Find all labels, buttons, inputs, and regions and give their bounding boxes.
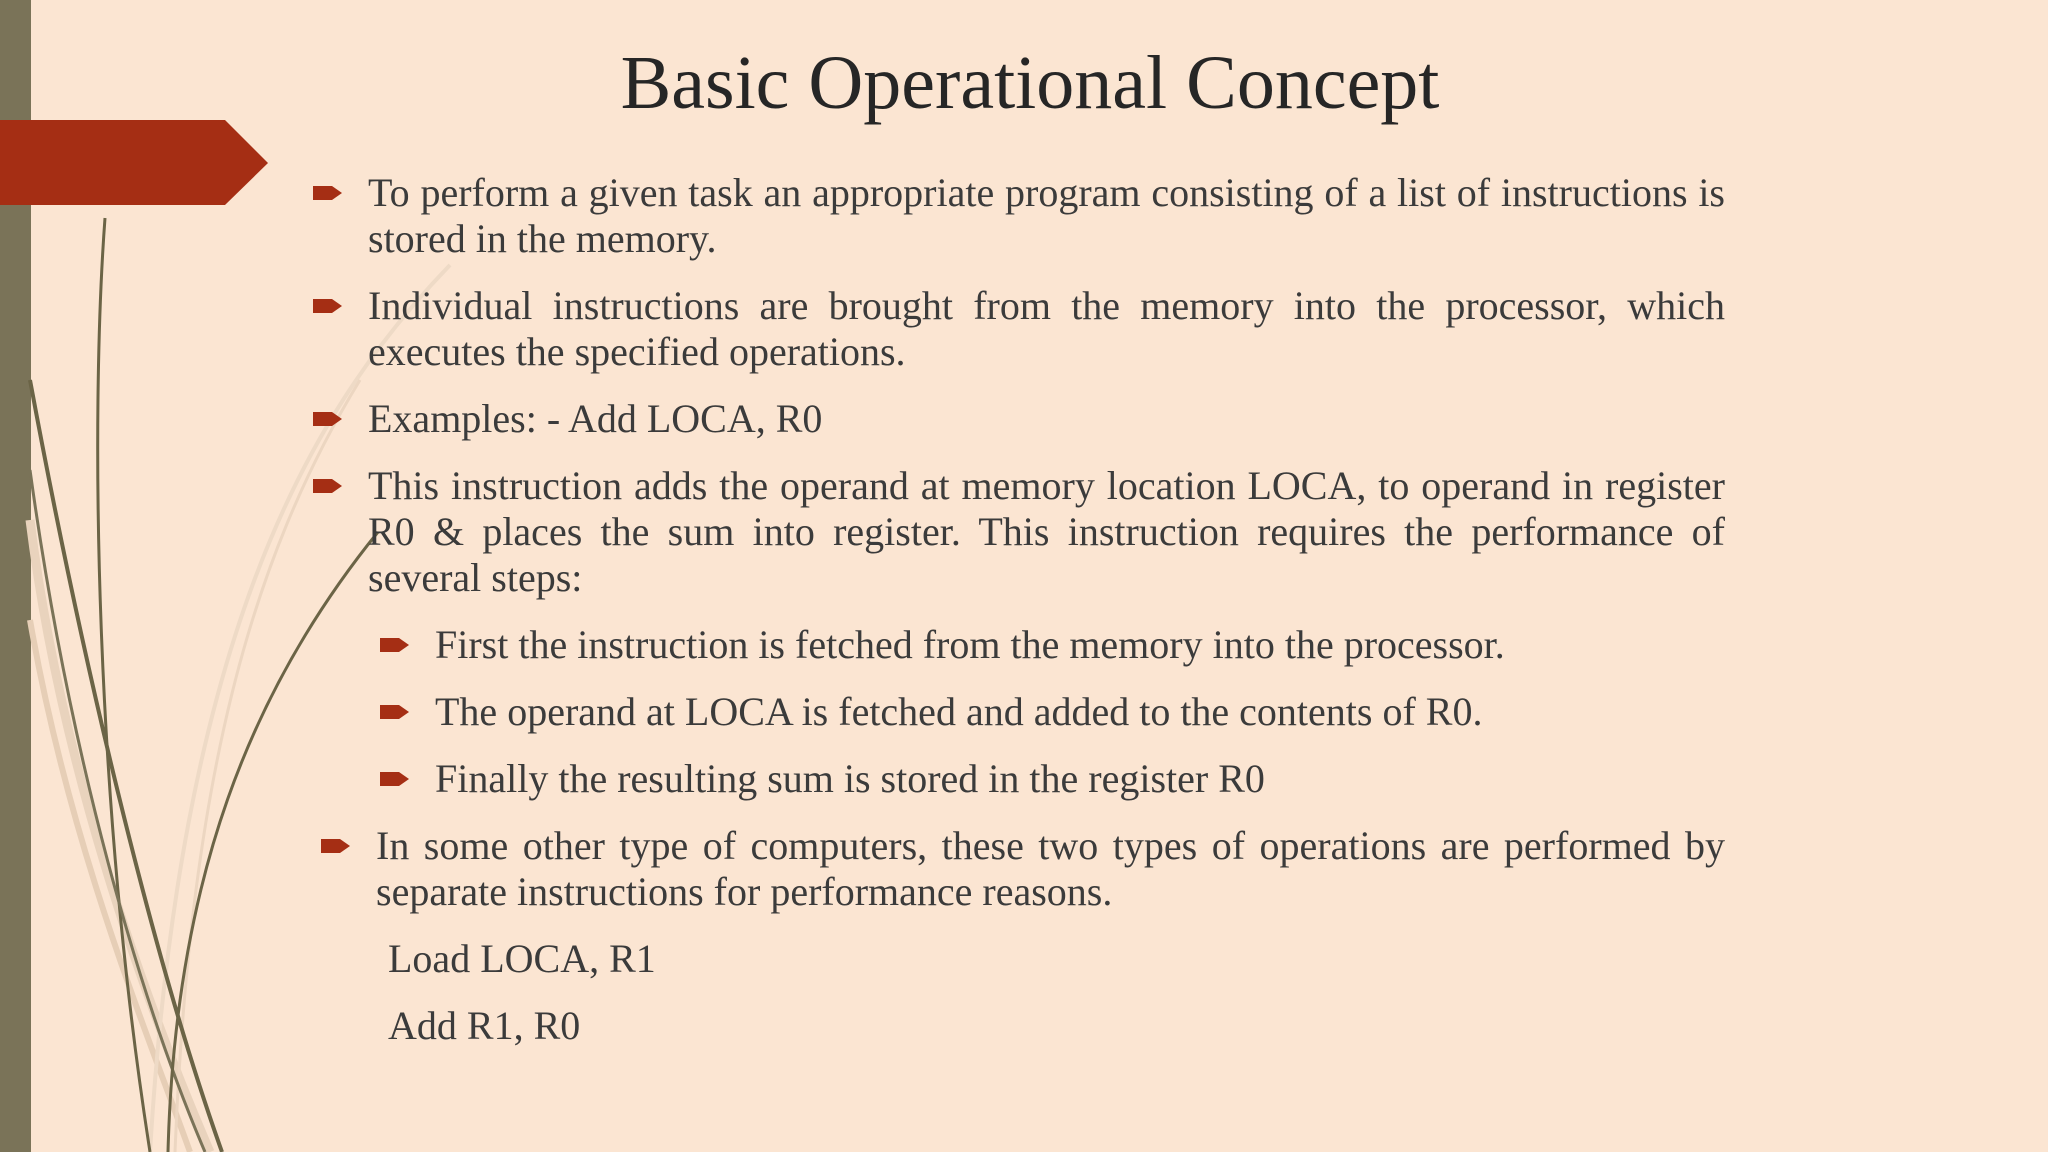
slide-title: Basic Operational Concept: [620, 41, 1440, 125]
arrow-right-icon: [380, 770, 410, 788]
red-banner-arrow: [0, 120, 268, 205]
sub-bullet-text: The operand at LOCA is fetched and added to the contents of R0.: [435, 689, 1483, 734]
bullet-item: [310, 283, 1725, 375]
bullet-item: [310, 396, 1725, 442]
arrow-right-icon: [313, 297, 343, 315]
bullet-text: To perform a given task an appropriate program consisting of a list of instructions is stored in the memory.: [368, 170, 1725, 261]
bullet-text: In some other type of computers, these two types of operations are performed by separate instructions for performance reasons.: [376, 823, 1725, 914]
code-line: Add R1, R0: [388, 1003, 581, 1048]
slide-content: [310, 170, 1725, 1070]
bullet-text: Individual instructions are brought from the memory into the processor, which executes the specified operations.: [368, 283, 1725, 374]
arrow-right-icon: [380, 636, 410, 654]
arrow-right-icon: [313, 410, 343, 428]
bullet-item: [310, 463, 1725, 601]
bullet-text: Examples: - Add LOCA, R0: [368, 396, 823, 441]
arrow-right-icon: [313, 184, 343, 202]
sub-bullet-item: [377, 689, 1725, 735]
bullet-item: [318, 823, 1725, 915]
arrow-right-icon: [380, 703, 410, 721]
bullet-item: [310, 170, 1725, 262]
code-line: Load LOCA, R1: [388, 936, 656, 981]
sub-bullet-item: [377, 622, 1725, 668]
bullet-text: This instruction adds the operand at memory location LOCA, to operand in register R0 & places the sum into register. This instruction requires the performance of several steps:: [368, 463, 1725, 600]
arrow-right-icon: [321, 837, 351, 855]
sub-bullet-text: First the instruction is fetched from the memory into the processor.: [435, 622, 1505, 667]
sub-bullet-text: Finally the resulting sum is stored in the register R0: [435, 756, 1265, 801]
arrow-right-icon: [313, 477, 343, 495]
sub-bullet-item: [377, 756, 1725, 802]
